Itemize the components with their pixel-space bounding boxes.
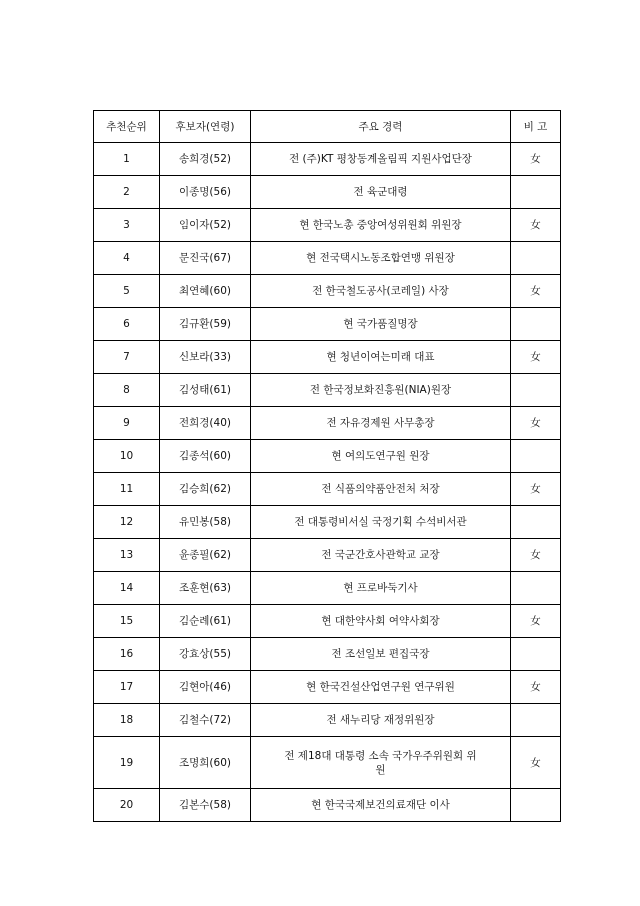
header-candidate: 후보자(연령) xyxy=(160,111,251,143)
career-cell: 현 청년이여는미래 대표 xyxy=(251,341,511,374)
candidate-cell: 김성태(61) xyxy=(160,374,251,407)
rank-cell: 15 xyxy=(94,605,160,638)
career-cell: 전 새누리당 재정위원장 xyxy=(251,704,511,737)
table-row xyxy=(94,440,561,473)
career-cell: 현 한국노총 중앙여성위원회 위원장 xyxy=(251,209,511,242)
table-row xyxy=(94,275,561,308)
rank-cell: 13 xyxy=(94,539,160,572)
table-row xyxy=(94,737,561,789)
rank-cell: 12 xyxy=(94,506,160,539)
table-row xyxy=(94,242,561,275)
table-row xyxy=(94,789,561,822)
note-cell xyxy=(511,374,561,407)
career-cell: 현 한국국제보건의료재단 이사 xyxy=(251,789,511,822)
candidate-cell: 김철수(72) xyxy=(160,704,251,737)
note-cell xyxy=(511,440,561,473)
table-row xyxy=(94,143,561,176)
career-cell: 전 한국철도공사(코레일) 사장 xyxy=(251,275,511,308)
rank-cell: 6 xyxy=(94,308,160,341)
table-row xyxy=(94,308,561,341)
candidate-cell: 전희경(40) xyxy=(160,407,251,440)
candidate-cell: 김본수(58) xyxy=(160,789,251,822)
header-career: 주요 경력 xyxy=(251,111,511,143)
table-row xyxy=(94,341,561,374)
rank-cell: 17 xyxy=(94,671,160,704)
rank-cell: 18 xyxy=(94,704,160,737)
candidate-cell: 김규환(59) xyxy=(160,308,251,341)
career-cell: 현 한국건설산업연구원 연구위원 xyxy=(251,671,511,704)
candidate-cell: 최연혜(60) xyxy=(160,275,251,308)
candidate-cell: 윤종필(62) xyxy=(160,539,251,572)
table-row xyxy=(94,671,561,704)
note-cell xyxy=(511,572,561,605)
note-cell xyxy=(511,704,561,737)
candidate-cell: 송희경(52) xyxy=(160,143,251,176)
rank-cell: 8 xyxy=(94,374,160,407)
rank-cell: 1 xyxy=(94,143,160,176)
note-cell: 女 xyxy=(511,209,561,242)
table-row xyxy=(94,209,561,242)
header-note: 비 고 xyxy=(511,111,561,143)
table-row xyxy=(94,605,561,638)
header-rank: 추천순위 xyxy=(94,111,160,143)
note-cell xyxy=(511,789,561,822)
note-cell: 女 xyxy=(511,671,561,704)
note-cell: 女 xyxy=(511,539,561,572)
candidate-table xyxy=(93,110,561,822)
table-row xyxy=(94,407,561,440)
candidate-cell: 유민봉(58) xyxy=(160,506,251,539)
career-cell: 현 국가품질명장 xyxy=(251,308,511,341)
career-cell: 전 자유경제원 사무총장 xyxy=(251,407,511,440)
career-cell: 전 국군간호사관학교 교장 xyxy=(251,539,511,572)
candidate-cell: 문진국(67) xyxy=(160,242,251,275)
candidate-cell: 김승희(62) xyxy=(160,473,251,506)
table-row xyxy=(94,473,561,506)
candidate-cell: 강효상(55) xyxy=(160,638,251,671)
career-cell: 전 식품의약품안전처 처장 xyxy=(251,473,511,506)
table-row xyxy=(94,572,561,605)
career-cell: 전 (주)KT 평창동계올림픽 지원사업단장 xyxy=(251,143,511,176)
table-row xyxy=(94,506,561,539)
note-cell xyxy=(511,242,561,275)
candidate-cell: 김순례(61) xyxy=(160,605,251,638)
rank-cell: 5 xyxy=(94,275,160,308)
career-cell: 전 한국정보화진흥원(NIA)원장 xyxy=(251,374,511,407)
candidate-cell: 조훈현(63) xyxy=(160,572,251,605)
note-cell: 女 xyxy=(511,473,561,506)
table-header-row xyxy=(94,111,561,143)
career-cell: 현 전국택시노동조합연맹 위원장 xyxy=(251,242,511,275)
career-cell: 전 대통령비서실 국정기획 수석비서관 xyxy=(251,506,511,539)
rank-cell: 9 xyxy=(94,407,160,440)
career-cell: 현 여의도연구원 원장 xyxy=(251,440,511,473)
candidate-cell: 이종명(56) xyxy=(160,176,251,209)
candidate-cell: 김종석(60) xyxy=(160,440,251,473)
career-text: 전 제18대 대통령 소속 국가우주위원회 위원 xyxy=(284,749,477,776)
rank-cell: 7 xyxy=(94,341,160,374)
rank-cell: 2 xyxy=(94,176,160,209)
note-cell xyxy=(511,506,561,539)
rank-cell: 3 xyxy=(94,209,160,242)
candidate-cell: 조명희(60) xyxy=(160,737,251,789)
candidate-cell: 신보라(33) xyxy=(160,341,251,374)
note-cell: 女 xyxy=(511,341,561,374)
rank-cell: 19 xyxy=(94,737,160,789)
note-cell: 女 xyxy=(511,275,561,308)
table-row xyxy=(94,176,561,209)
rank-cell: 16 xyxy=(94,638,160,671)
candidate-cell: 김현아(46) xyxy=(160,671,251,704)
note-cell xyxy=(511,638,561,671)
rank-cell: 20 xyxy=(94,789,160,822)
career-cell: 현 대한약사회 여약사회장 xyxy=(251,605,511,638)
rank-cell: 4 xyxy=(94,242,160,275)
note-cell: 女 xyxy=(511,605,561,638)
note-cell: 女 xyxy=(511,143,561,176)
table-row xyxy=(94,638,561,671)
table-row xyxy=(94,374,561,407)
rank-cell: 11 xyxy=(94,473,160,506)
career-cell: 전 조선일보 편집국장 xyxy=(251,638,511,671)
career-cell: 전 육군대령 xyxy=(251,176,511,209)
rank-cell: 10 xyxy=(94,440,160,473)
candidate-cell: 임이자(52) xyxy=(160,209,251,242)
table-row xyxy=(94,704,561,737)
rank-cell: 14 xyxy=(94,572,160,605)
career-cell xyxy=(251,737,511,789)
table-row xyxy=(94,539,561,572)
note-cell: 女 xyxy=(511,737,561,789)
note-cell xyxy=(511,308,561,341)
note-cell xyxy=(511,176,561,209)
career-cell: 현 프로바둑기사 xyxy=(251,572,511,605)
note-cell: 女 xyxy=(511,407,561,440)
